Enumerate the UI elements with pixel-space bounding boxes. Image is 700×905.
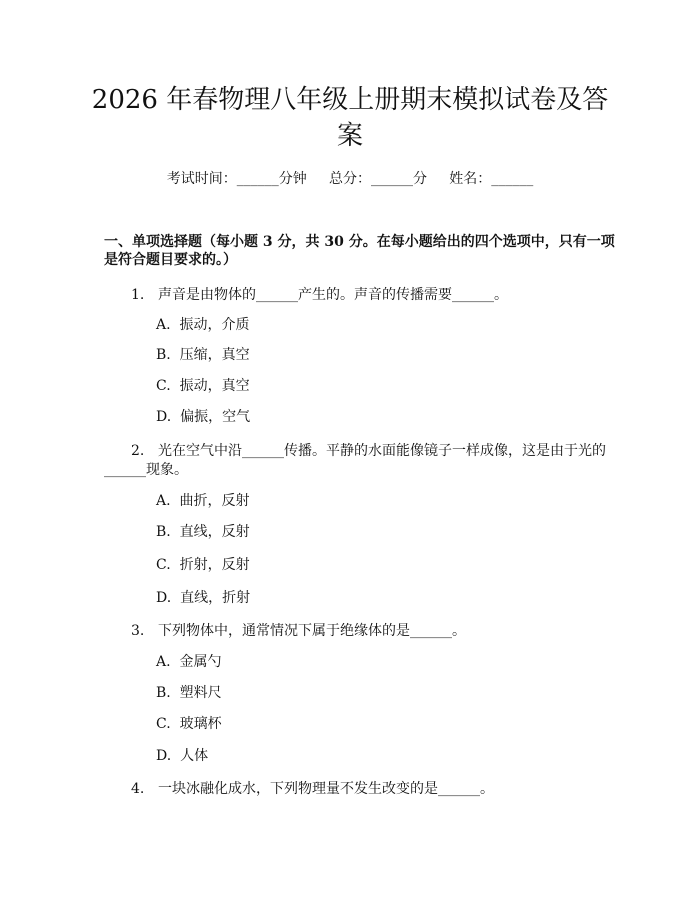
option-c: C. 折射，反射 bbox=[156, 557, 250, 573]
exam-info-line: 考试时间：______分钟 总分：______分 姓名：______ bbox=[166, 171, 534, 187]
document-title-continued: 案 bbox=[336, 121, 363, 151]
question-number: 2. bbox=[131, 443, 145, 459]
question-text-continued: ______现象。 bbox=[104, 462, 188, 478]
question-text: 声音是由物体的______产生的。声音的传播需要______。 bbox=[158, 287, 508, 303]
question-text: 下列物体中，通常情况下属于绝缘体的是______。 bbox=[158, 623, 466, 639]
section-heading: 一、单项选择题（每小题 3 分，共 30 分。在每小题给出的四个选项中，只有一项 bbox=[104, 234, 615, 250]
option-d: D. 偏振，空气 bbox=[156, 409, 251, 425]
option-d: D. 人体 bbox=[156, 748, 209, 764]
question-number: 4. bbox=[131, 781, 145, 797]
question-text: 光在空气中沿______传播。平静的水面能像镜子一样成像，这是由于光的 bbox=[158, 443, 606, 459]
option-a: A. 曲折，反射 bbox=[156, 493, 250, 509]
option-a: A. 振动，介质 bbox=[156, 317, 250, 333]
document-title: 2026 年春物理八年级上册期末模拟试卷及答 bbox=[91, 85, 609, 115]
question-text: 一块冰融化成水，下列物理量不发生改变的是______。 bbox=[158, 781, 494, 797]
option-b: B. 直线，反射 bbox=[156, 524, 250, 540]
option-c: C. 振动，真空 bbox=[156, 378, 250, 394]
option-a: A. 金属勺 bbox=[156, 654, 222, 670]
question-number: 3. bbox=[131, 623, 145, 639]
option-b: B. 压缩，真空 bbox=[156, 347, 250, 363]
section-heading-continued: 是符合题目要求的。） bbox=[104, 252, 237, 268]
option-c: C. 玻璃杯 bbox=[156, 716, 222, 732]
option-b: B. 塑料尺 bbox=[156, 685, 222, 701]
option-d: D. 直线，折射 bbox=[156, 590, 251, 606]
question-number: 1. bbox=[131, 287, 145, 303]
